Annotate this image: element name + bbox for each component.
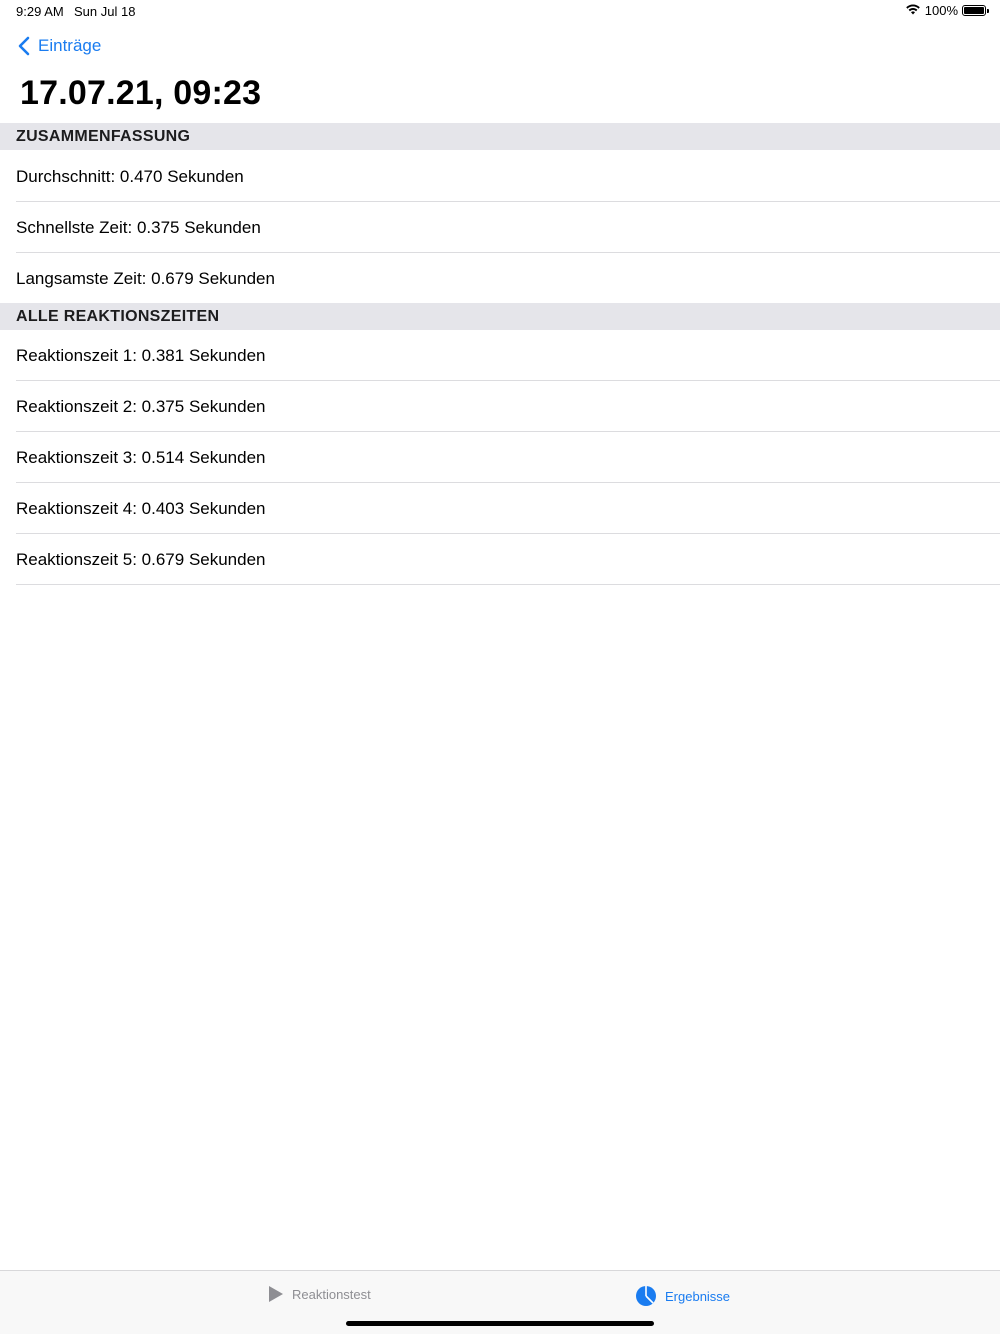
section-header-all-times: ALLE REAKTIONSZEITEN [0,303,1000,330]
reaction-time-2: Reaktionszeit 2: 0.375 Sekunden [16,397,266,416]
chevron-left-icon [18,36,30,56]
summary-slowest: Langsamste Zeit: 0.679 Sekunden [16,269,275,288]
battery-cap [987,9,989,13]
tab-reaktionstest-label: Reaktionstest [292,1286,371,1302]
tab-reaktionstest[interactable] [268,1285,371,1303]
status-indicators [905,3,986,18]
reaction-time-3: Reaktionszeit 3: 0.514 Sekunden [16,448,266,467]
list-item [0,381,1000,432]
pie-chart-icon [635,1285,657,1307]
status-bar [0,0,1000,24]
section-header-summary: ZUSAMMENFASSUNG [0,123,1000,150]
list-item [0,330,1000,381]
page-title: 17.07.21, 09:23 [20,74,262,112]
reaction-time-4: Reaktionszeit 4: 0.403 Sekunden [16,499,266,518]
tab-ergebnisse-label: Ergebnisse [665,1288,731,1304]
list-item [0,151,1000,202]
list-item [0,483,1000,534]
status-date: Sun Jul 18 [74,4,136,19]
wifi-icon [905,3,921,18]
list-item [0,253,1000,304]
list-item [0,534,1000,585]
list-item [0,432,1000,483]
play-icon [268,1285,284,1303]
battery-icon [962,5,986,16]
battery-fill [964,7,984,14]
status-time: 9:29 AM [16,4,64,19]
tab-ergebnisse[interactable] [635,1285,730,1307]
reaction-time-1: Reaktionszeit 1: 0.381 Sekunden [16,346,266,365]
summary-average: Durchschnitt: 0.470 Sekunden [16,167,244,186]
row-separator [16,584,1000,585]
back-button-label: Einträge [38,36,102,55]
home-indicator[interactable] [346,1321,654,1326]
battery-percent: 100% [924,3,958,18]
back-button[interactable] [18,36,101,56]
summary-fastest: Schnellste Zeit: 0.375 Sekunden [16,218,261,237]
reaction-time-5: Reaktionszeit 5: 0.679 Sekunden [16,550,266,569]
list-item [0,202,1000,253]
